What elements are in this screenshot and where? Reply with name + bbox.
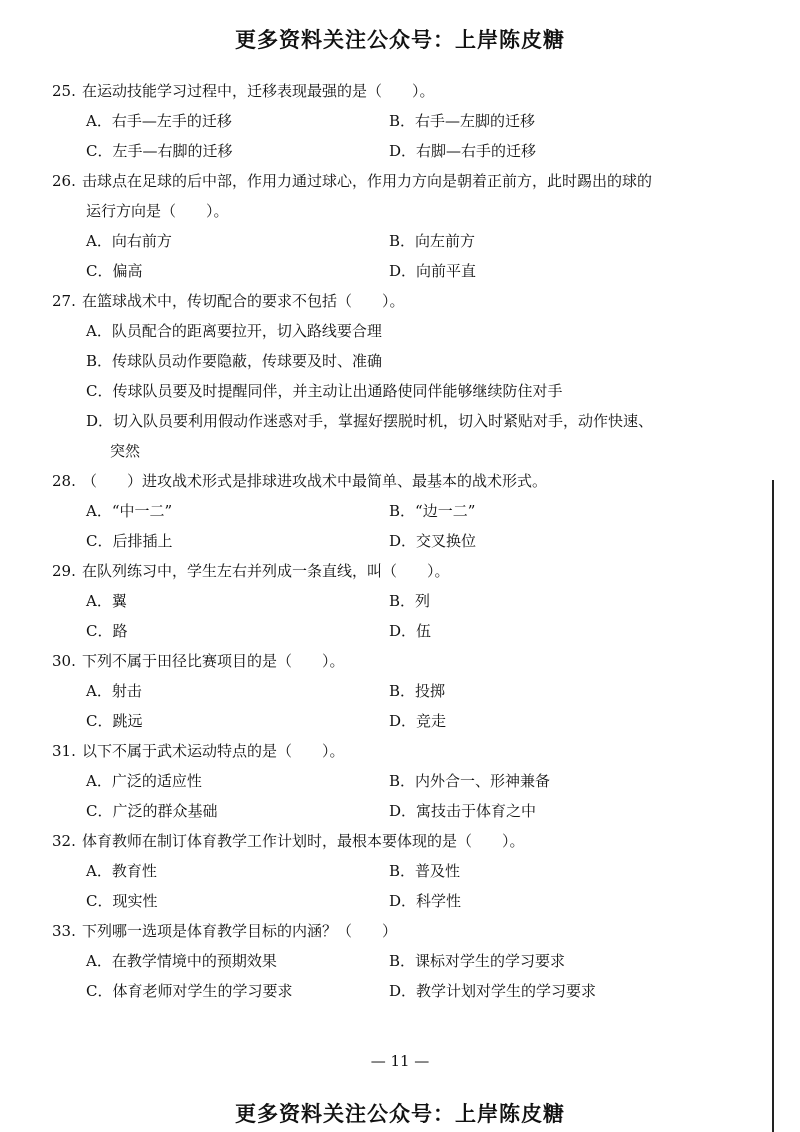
option-a: A．右手—左手的迁移: [86, 112, 232, 130]
question-text: 在队列练习中，学生左右并列成一条直线，叫（ ）。: [82, 562, 450, 580]
option-b: B．普及性: [389, 862, 461, 880]
question-text: 击球点在足球的后中部，作用力通过球心，作用力方向是朝着正前方，此时踢出的球的: [82, 172, 653, 190]
question-stem: [52, 556, 732, 586]
option-c: C．左手—右脚的迁移: [86, 142, 233, 160]
option-c: C．路: [86, 622, 128, 640]
question-list: [52, 76, 732, 1006]
question-31: [52, 736, 732, 826]
option-b: B．传球队员动作要隐蔽，传球要及时、准确: [86, 352, 383, 370]
question-30: [52, 646, 732, 736]
question-stem: [52, 646, 732, 676]
question-text: 以下不属于武术运动特点的是（ ）。: [82, 742, 345, 760]
question-number: 26.: [52, 172, 76, 190]
option-a: A．教育性: [86, 862, 157, 880]
question-number: 28.: [52, 472, 76, 490]
question-text: 体育教师在制订体育教学工作计划时，最根本要体现的是（ ）。: [82, 832, 525, 850]
options: [52, 496, 732, 556]
option-c: C．现实性: [86, 892, 158, 910]
options: [52, 316, 732, 466]
question-29: [52, 556, 732, 646]
options: [52, 106, 732, 166]
option-a: A．“中一二”: [86, 502, 173, 520]
question-number: 29.: [52, 562, 76, 580]
page-number: — 11 —: [370, 1052, 430, 1070]
question-stem: [52, 736, 732, 766]
option-d-continued: [86, 436, 732, 466]
option-b: B．课标对学生的学习要求: [389, 952, 566, 970]
question-33: [52, 916, 732, 1006]
question-stem: [52, 166, 732, 196]
option-c: C．后排插上: [86, 532, 173, 550]
question-number: 27.: [52, 292, 76, 310]
option-b: B．向左前方: [389, 232, 476, 250]
option-b: B．右手—左脚的迁移: [389, 112, 536, 130]
option-d: D．寓技击于体育之中: [389, 802, 537, 820]
question-number: 32.: [52, 832, 76, 850]
options: [52, 226, 732, 286]
question-text: 下列不属于田径比赛项目的是（ ）。: [82, 652, 345, 670]
options: [52, 676, 732, 736]
scan-edge-line: [772, 480, 774, 1132]
question-number: 30.: [52, 652, 76, 670]
option-c: C．广泛的群众基础: [86, 802, 218, 820]
question-number: 25.: [52, 82, 76, 100]
option-c: C．偏高: [86, 262, 143, 280]
option-d: D．伍: [389, 622, 432, 640]
question-text: 在运动技能学习过程中，迁移表现最强的是（ ）。: [82, 82, 435, 100]
option-a: A．广泛的适应性: [86, 772, 202, 790]
header-banner: 更多资料关注公众号：上岸陈皮糖: [235, 28, 565, 52]
question-text: 在篮球战术中，传切配合的要求不包括（ ）。: [82, 292, 405, 310]
option-d: D．交叉换位: [389, 532, 477, 550]
question-28: [52, 466, 732, 556]
option-a: A．队员配合的距离要拉开，切入路线要合理: [86, 322, 382, 340]
question-text: （ ）进攻战术形式是排球进攻战术中最简单、最基本的战术形式。: [82, 472, 548, 490]
option-d: D．科学性: [389, 892, 462, 910]
option-a: A．向右前方: [86, 232, 172, 250]
question-27: [52, 286, 732, 466]
option-a: A．在教学情境中的预期效果: [86, 952, 277, 970]
option-d: D．右脚—右手的迁移: [389, 142, 537, 160]
question-stem: [52, 466, 732, 496]
question-number: 33.: [52, 922, 76, 940]
question-stem: [52, 286, 732, 316]
question-stem: [52, 916, 732, 946]
question-25: [52, 76, 732, 166]
option-d-continued-text: 突然: [110, 442, 141, 460]
option-d: D．教学计划对学生的学习要求: [389, 982, 597, 1000]
question-number: 31.: [52, 742, 76, 760]
question-text-continued: 运行方向是（ ）。: [86, 202, 229, 220]
question-stem: [52, 76, 732, 106]
question-26: [52, 166, 732, 286]
option-d: D．切入队员要利用假动作迷惑对手，掌握好摆脱时机，切入时紧贴对手，动作快速、: [86, 412, 654, 430]
option-b: B．内外合一、形神兼备: [389, 772, 551, 790]
option-d: D．竞走: [389, 712, 447, 730]
options: [52, 766, 732, 826]
option-a: A．射击: [86, 682, 142, 700]
footer-banner: 更多资料关注公众号：上岸陈皮糖: [235, 1102, 565, 1126]
options: [52, 856, 732, 916]
question-32: [52, 826, 732, 916]
option-a: A．翼: [86, 592, 127, 610]
question-stem: [52, 826, 732, 856]
option-b: B．列: [389, 592, 431, 610]
option-c: C．跳远: [86, 712, 143, 730]
option-b: B．“边一二”: [389, 502, 476, 520]
option-d: D．向前平直: [389, 262, 477, 280]
options: [52, 946, 732, 1006]
option-c: C．传球队员要及时提醒同伴，并主动让出通路使同伴能够继续防住对手: [86, 382, 563, 400]
option-c: C．体育老师对学生的学习要求: [86, 982, 293, 1000]
option-b: B．投掷: [389, 682, 446, 700]
options: [52, 586, 732, 646]
question-text: 下列哪一选项是体育教学目标的内涵？（ ）: [82, 922, 398, 940]
